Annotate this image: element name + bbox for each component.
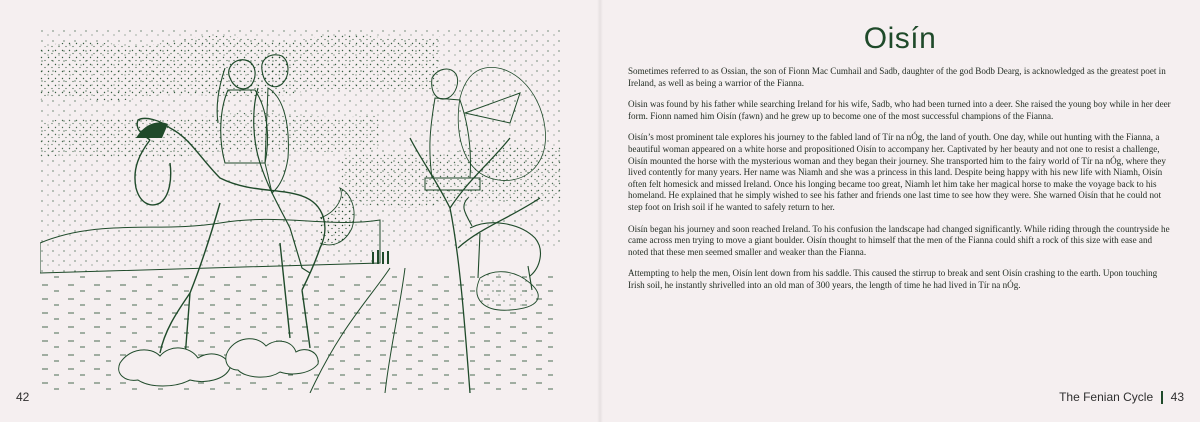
paragraph-5: Attempting to help the men, Oisín lent down from his saddle. This caused the stirrup to break and sent Oisín crashing to the earth. Upon touching Irish soil, he instantly shrivelled into an old man of 300 years, the length of time he had lived in Tír na nÓg.: [628, 268, 1158, 290]
left-page-number: 42: [16, 390, 30, 404]
oisin-riding-illustration: [40, 28, 562, 393]
paragraph-3: Oisín’s most prominent tale explores his journey to the fabled land of Tír na nÓg, the land of youth. One day, while out hunting with the Fianna, a beautiful woman appeared on a white horse and propositioned Oisín to accompany her. Captivated by her beauty and not one to resist a challenge, Oisín mounted the horse with the mysterious woman and they began their journey. She transported him to the fairy world of Tír na nÓg, where they lived contently for many years. Her name was Niamh and she was a princess in this land. Despite being happy with his new life with Niamh, Oisín often felt homesick and missed Ireland. Once his longing became too great, Niamh let him take her magical horse to make the voyage back to his homeland. He explained that he simply wished to see his father and friends one last time to see how they were. She warned Oisín that he could not step foot on Irish soil if he wanted to safely return to her.: [628, 132, 1166, 212]
running-footer: [1059, 390, 1184, 404]
right-page: [600, 0, 1200, 422]
paragraph-1: Sometimes referred to as Ossian, the son of Fionn Mac Cumhail and Sadb, daughter of the god Bodb Dearg, is acknowledged as the greatest poet in Ireland, as well as being a warrior of the Fianna.: [628, 66, 1166, 88]
section-title: The Fenian Cycle: [1059, 390, 1154, 404]
right-page-number: 43: [1170, 390, 1184, 404]
paragraph-4: Oisín began his journey and soon reached Ireland. To his confusion the landscape had changed significantly. While riding through the countryside he came across men trying to move a giant boulder. Oisín thought to himself that the men of the Fianna could shift a rock of this size with ease and noted that these men seemed smaller and weaker than the Fianna.: [628, 223, 1170, 257]
body-text: [628, 66, 1174, 302]
paragraph-2: Oisin was found by his father while searching Ireland for his wife, Sadb, who had been turned into a deer. She raised the young boy while in her deer form. Fionn named him Oisín (fawn) and he grew up to become one of the most successful champions of the Fianna.: [628, 99, 1171, 121]
footer-divider: [1161, 391, 1163, 404]
page-title: Oisín: [863, 22, 937, 55]
